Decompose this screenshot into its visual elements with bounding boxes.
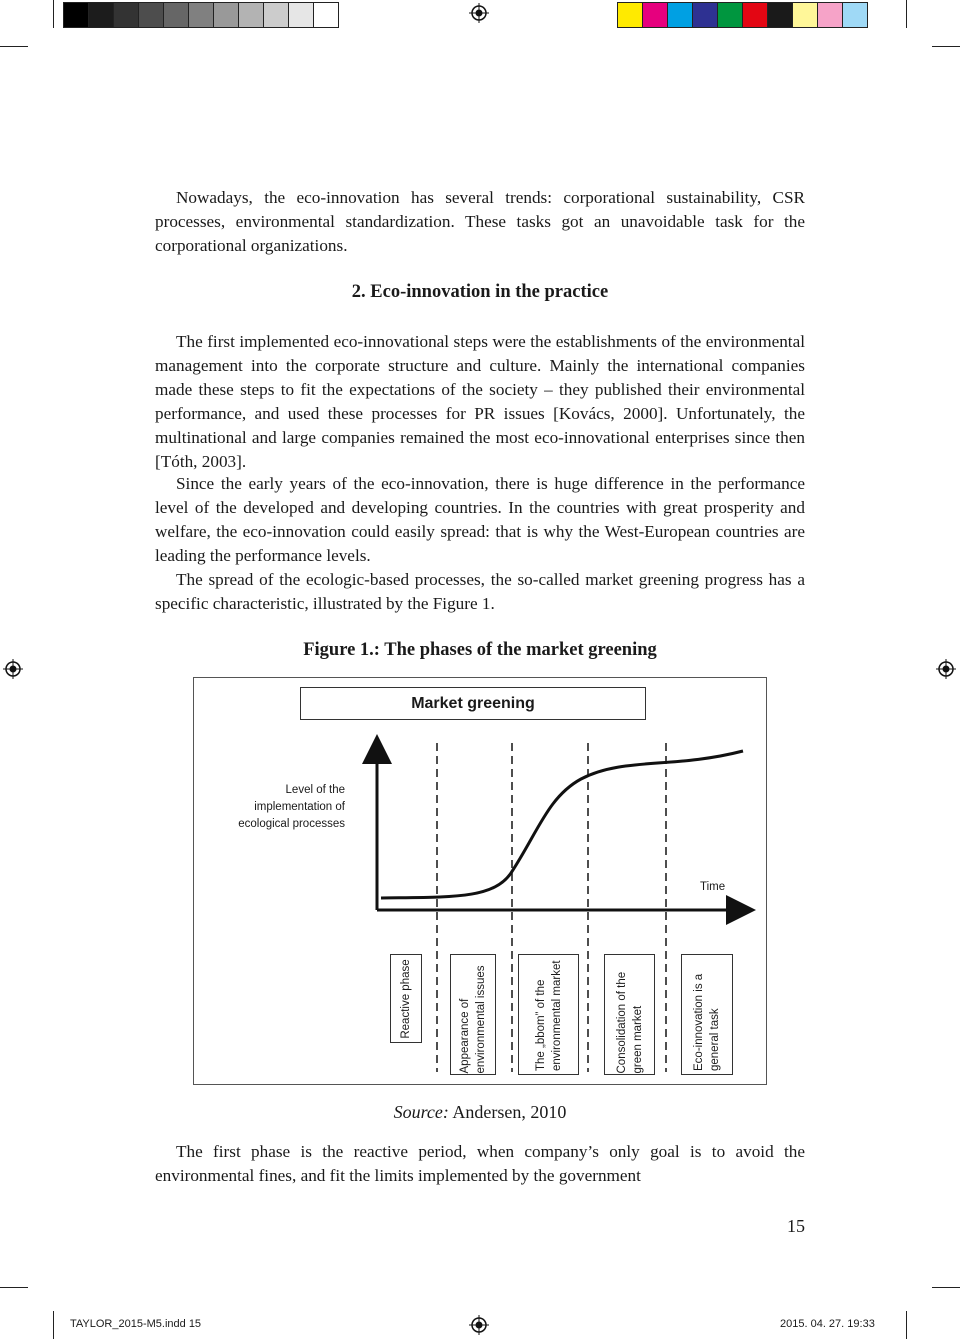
calibration-swatch — [289, 3, 314, 27]
calibration-swatch — [843, 3, 867, 27]
footer-timestamp: 2015. 04. 27. 19:33 — [780, 1318, 875, 1330]
color-calibration-bar — [617, 2, 868, 28]
calibration-swatch — [618, 3, 643, 27]
calibration-swatch — [718, 3, 743, 27]
calibration-swatch — [743, 3, 768, 27]
crop-mark — [906, 0, 907, 28]
grayscale-calibration-bar — [63, 2, 339, 28]
calibration-swatch — [189, 3, 214, 27]
x-axis-label: Time — [700, 881, 726, 893]
registration-mark-icon — [3, 659, 23, 679]
crop-mark — [932, 1287, 960, 1288]
phase-box-consolidation: Consolidation of the green market — [604, 954, 655, 1075]
phase-box-reactive: Reactive phase — [390, 954, 422, 1043]
phase-box-appearance: Appearance of environmental issues — [450, 954, 496, 1075]
figure-title: Figure 1.: The phases of the market greening — [303, 640, 657, 660]
crop-mark — [0, 46, 28, 47]
phase-box-general-task: Eco-innovation is a general task — [681, 954, 733, 1075]
calibration-swatch — [818, 3, 843, 27]
calibration-swatch — [214, 3, 239, 27]
calibration-swatch — [64, 3, 89, 27]
registration-mark-icon — [469, 1315, 489, 1335]
crop-mark — [53, 0, 54, 28]
crop-mark — [53, 1311, 54, 1339]
intro-paragraph: Nowadays, the eco-innovation has several trends: corporational sustainability, CSR processes, environmental standardization. These tasks got an unavoidable task for the corporational organizations. — [155, 188, 805, 255]
market-greening-figure — [193, 677, 767, 1085]
figure-header: Market greening — [300, 687, 646, 720]
section-heading: 2. Eco-innovation in the practice — [351, 282, 609, 302]
calibration-swatch — [793, 3, 818, 27]
calibration-swatch — [89, 3, 114, 27]
body-paragraph: The spread of the ecologic-based processes, the so-called market greening progress has a specific characteristic, illustrated by the Figure 1. — [155, 570, 805, 613]
crop-mark — [0, 1287, 28, 1288]
calibration-swatch — [239, 3, 264, 27]
calibration-swatch — [693, 3, 718, 27]
source-label: Source: — [393, 1102, 449, 1122]
calibration-swatch — [314, 3, 338, 27]
phase-box-boom: The „bbom” of the environmental market — [518, 954, 579, 1075]
footer-file-name: TAYLOR_2015-M5.indd 15 — [70, 1318, 202, 1330]
calibration-swatch — [264, 3, 289, 27]
registration-mark-icon — [469, 3, 489, 23]
calibration-swatch — [114, 3, 139, 27]
page-number: 15 — [787, 1216, 805, 1236]
body-paragraph: The first implemented eco-innovational steps were the establishments of the environmental management into the corporate structure and culture. Mainly the international companies made these steps to fit the expectations of the society – they published their environmental performance, and used these processes for PR issues [Kovács, 2000]. Unfortunately, the multinational and large companies remained the most eco-innovational enterprises since then [Tóth, 2003]. — [155, 332, 805, 471]
calibration-swatch — [668, 3, 693, 27]
calibration-swatch — [139, 3, 164, 27]
figure-source — [155, 1102, 805, 1123]
registration-mark-icon — [936, 659, 956, 679]
body-paragraph: Since the early years of the eco-innovation, there is huge difference in the performance level of the developed and developing countries. In the countries with great prosperity and welfare, the eco-innovation could easily spread: that is why the West-European countries are leading the performance levels. — [155, 474, 805, 565]
crop-mark — [932, 46, 960, 47]
calibration-swatch — [768, 3, 793, 27]
source-text: Andersen, 2010 — [452, 1102, 567, 1122]
calibration-swatch — [643, 3, 668, 27]
y-axis-label: Level of the implementation of ecological processes — [238, 784, 345, 830]
calibration-swatch — [164, 3, 189, 27]
s-curve — [381, 751, 743, 898]
crop-mark — [906, 1311, 907, 1339]
closing-paragraph: The first phase is the reactive period, when company’s only goal is to avoid the environmental fines, and fit the limits implemented by the government — [155, 1142, 805, 1185]
